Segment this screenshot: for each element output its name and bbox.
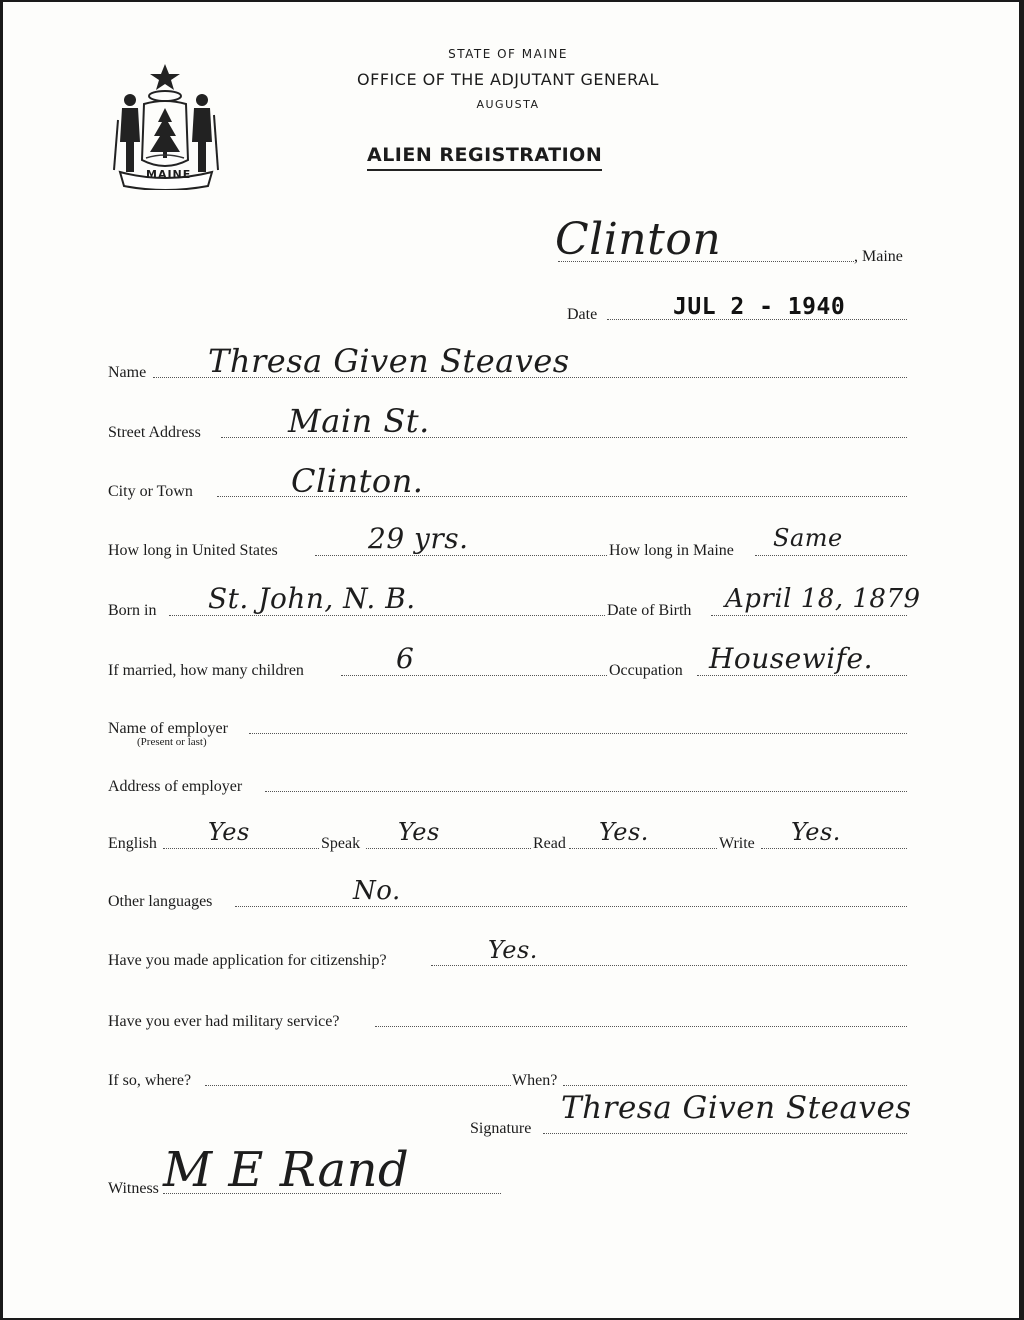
children-value: 6 — [396, 642, 415, 675]
where-dots — [205, 1085, 511, 1086]
write-value: Yes. — [791, 818, 841, 846]
employer-label: Name of employer — [108, 720, 228, 737]
us-length-value: 29 yrs. — [368, 522, 469, 555]
speak-dots — [366, 848, 531, 849]
name-label: Name — [108, 364, 147, 381]
signature-dots — [543, 1133, 907, 1134]
signature-value: Thresa Given Steaves — [561, 1090, 912, 1126]
born-value: St. John, N. B. — [208, 582, 416, 615]
occupation-dots — [697, 675, 907, 676]
name-value: Thresa Given Steaves — [208, 342, 570, 380]
military-dots — [375, 1026, 907, 1027]
other-languages-label: Other languages — [108, 893, 213, 910]
place-state-label: , Maine — [854, 248, 903, 265]
employer-address-dots — [265, 791, 907, 792]
street-label: Street Address — [108, 424, 201, 441]
occupation-value: Housewife. — [709, 642, 874, 675]
us-length-dots — [315, 555, 607, 556]
city-label: City or Town — [108, 483, 193, 500]
citizenship-label: Have you made application for citizenship? — [108, 952, 387, 969]
birth-date-label: Date of Birth — [607, 602, 692, 619]
citizenship-value: Yes. — [488, 936, 538, 964]
date-stamp-value: JUL 2 - 1940 — [673, 294, 846, 320]
other-languages-value: No. — [353, 876, 401, 906]
speak-label: Speak — [321, 835, 361, 852]
employer-address-label: Address of employer — [108, 778, 243, 795]
military-label: Have you ever had military service? — [108, 1013, 340, 1030]
place-dots — [558, 261, 854, 262]
children-dots — [341, 675, 607, 676]
header-city: AUGUSTA — [476, 98, 540, 111]
employer-dots — [249, 733, 907, 734]
header-office: OFFICE OF THE ADJUTANT GENERAL — [357, 70, 659, 89]
birth-date-dots — [711, 615, 907, 616]
maine-length-value: Same — [773, 524, 843, 552]
date-label: Date — [567, 306, 598, 323]
when-label: When? — [512, 1072, 558, 1089]
citizenship-dots — [431, 965, 907, 966]
witness-value: M E Rand — [163, 1142, 410, 1198]
write-dots — [761, 848, 907, 849]
english-dots — [163, 848, 319, 849]
city-value: Clinton. — [291, 462, 424, 500]
witness-label: Witness — [108, 1180, 159, 1197]
speak-value: Yes — [398, 818, 440, 846]
form-title: ALIEN REGISTRATION — [367, 144, 602, 171]
maine-length-dots — [755, 555, 907, 556]
maine-length-label: How long in Maine — [609, 542, 734, 559]
read-dots — [569, 848, 717, 849]
born-label: Born in — [108, 602, 157, 619]
header-state: STATE OF MAINE — [448, 47, 568, 61]
seal-banner-text: MAINE — [146, 168, 192, 181]
read-label: Read — [533, 835, 566, 852]
where-label: If so, where? — [108, 1072, 192, 1089]
occupation-label: Occupation — [609, 662, 683, 679]
born-dots — [169, 615, 605, 616]
english-value: Yes — [208, 818, 250, 846]
when-dots — [563, 1085, 907, 1086]
place-town-value: Clinton — [555, 214, 722, 265]
street-value: Main St. — [288, 402, 430, 440]
employer-sublabel: (Present or last) — [137, 736, 207, 748]
write-label: Write — [719, 835, 755, 852]
children-label: If married, how many children — [108, 662, 304, 679]
other-languages-dots — [235, 906, 907, 907]
signature-label: Signature — [470, 1120, 532, 1137]
us-length-label: How long in United States — [108, 542, 278, 559]
registration-form-page — [3, 2, 1019, 1318]
birth-date-value: April 18, 1879 — [725, 584, 921, 614]
read-value: Yes. — [599, 818, 649, 846]
english-label: English — [108, 835, 157, 852]
